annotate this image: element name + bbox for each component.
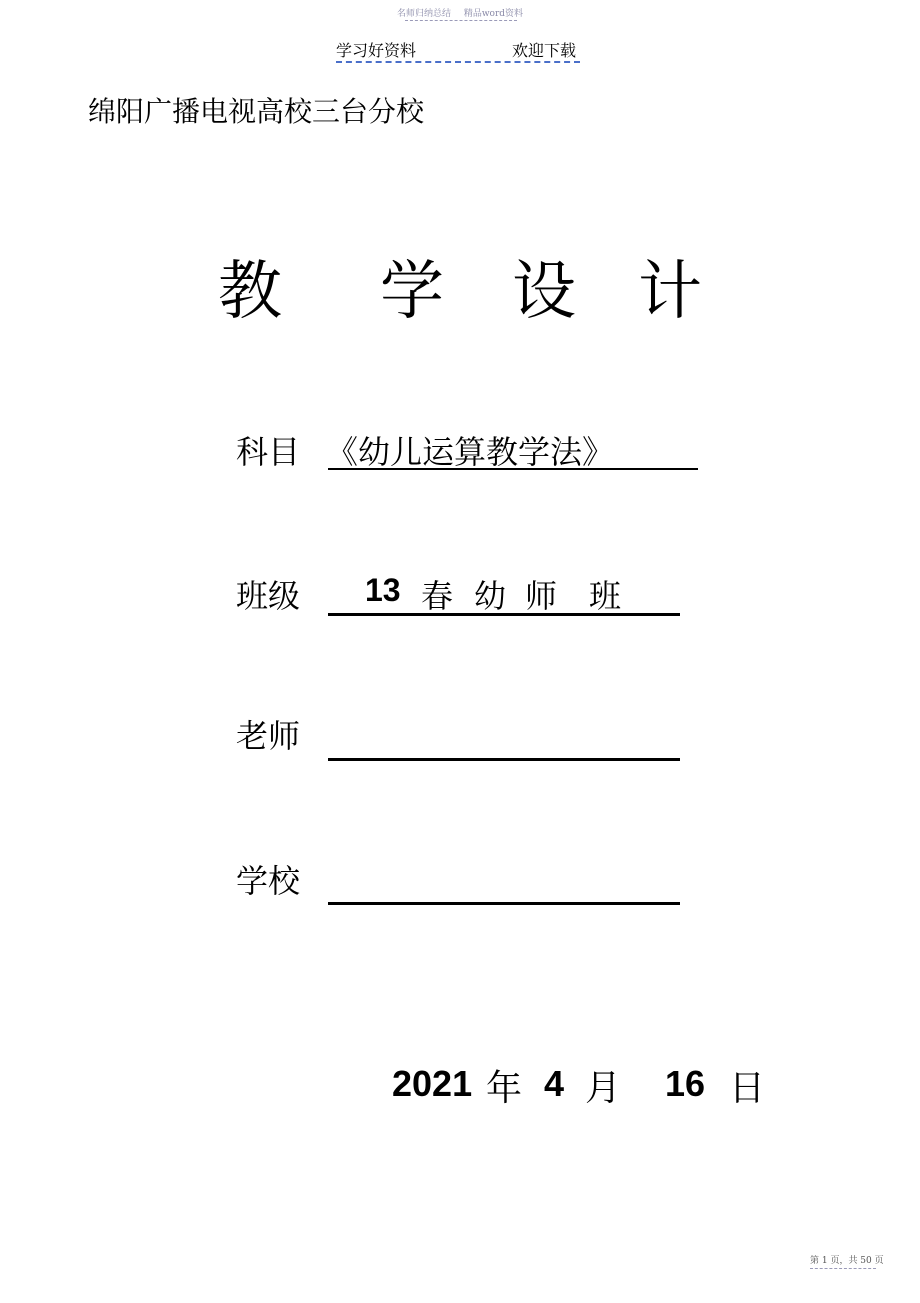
class-underline [328,613,680,616]
date-day-unit: 日 [729,1068,766,1109]
teacher-underline [328,758,680,761]
school-name: 绵阳广播电视高校三台分校 [88,95,425,128]
title-char-4: 计 [638,255,702,329]
class-char-1: 春 [421,577,454,615]
school-underline [328,902,680,905]
date-month: 4 [544,1063,565,1104]
header-right-text: 欢迎下载 [512,41,577,60]
title-char-2: 学 [380,255,444,329]
class-char-4: 班 [589,577,622,615]
date-year: 2021 [392,1063,473,1104]
date-year-unit: 年 [486,1068,523,1109]
title-char-3: 设 [512,255,576,329]
subject-value: 《幼儿运算教学法》 [326,433,615,471]
date-month-unit: 月 [585,1068,622,1109]
watermark-right: 精品word资料 [463,9,524,19]
page-indicator: 第 1 页，共 50 页 [810,1256,884,1266]
teacher-label: 老师 [236,717,301,755]
class-number: 13 [365,572,401,608]
class-char-2: 幼 [474,577,507,615]
header-left-text: 学习好资料 [336,41,417,60]
title-char-1: 教 [218,255,282,329]
class-label: 班级 [236,577,301,615]
date-day: 16 [665,1063,706,1104]
watermark-left: 名师归纳总结 [396,9,451,19]
footer-divider [810,1268,876,1269]
subject-label: 科目 [236,433,301,471]
class-char-3: 师 [525,577,558,615]
watermark-header [0,6,920,19]
subject-underline [328,468,698,470]
header-divider [336,61,580,63]
watermark-divider [405,20,517,21]
school-label: 学校 [236,862,301,900]
